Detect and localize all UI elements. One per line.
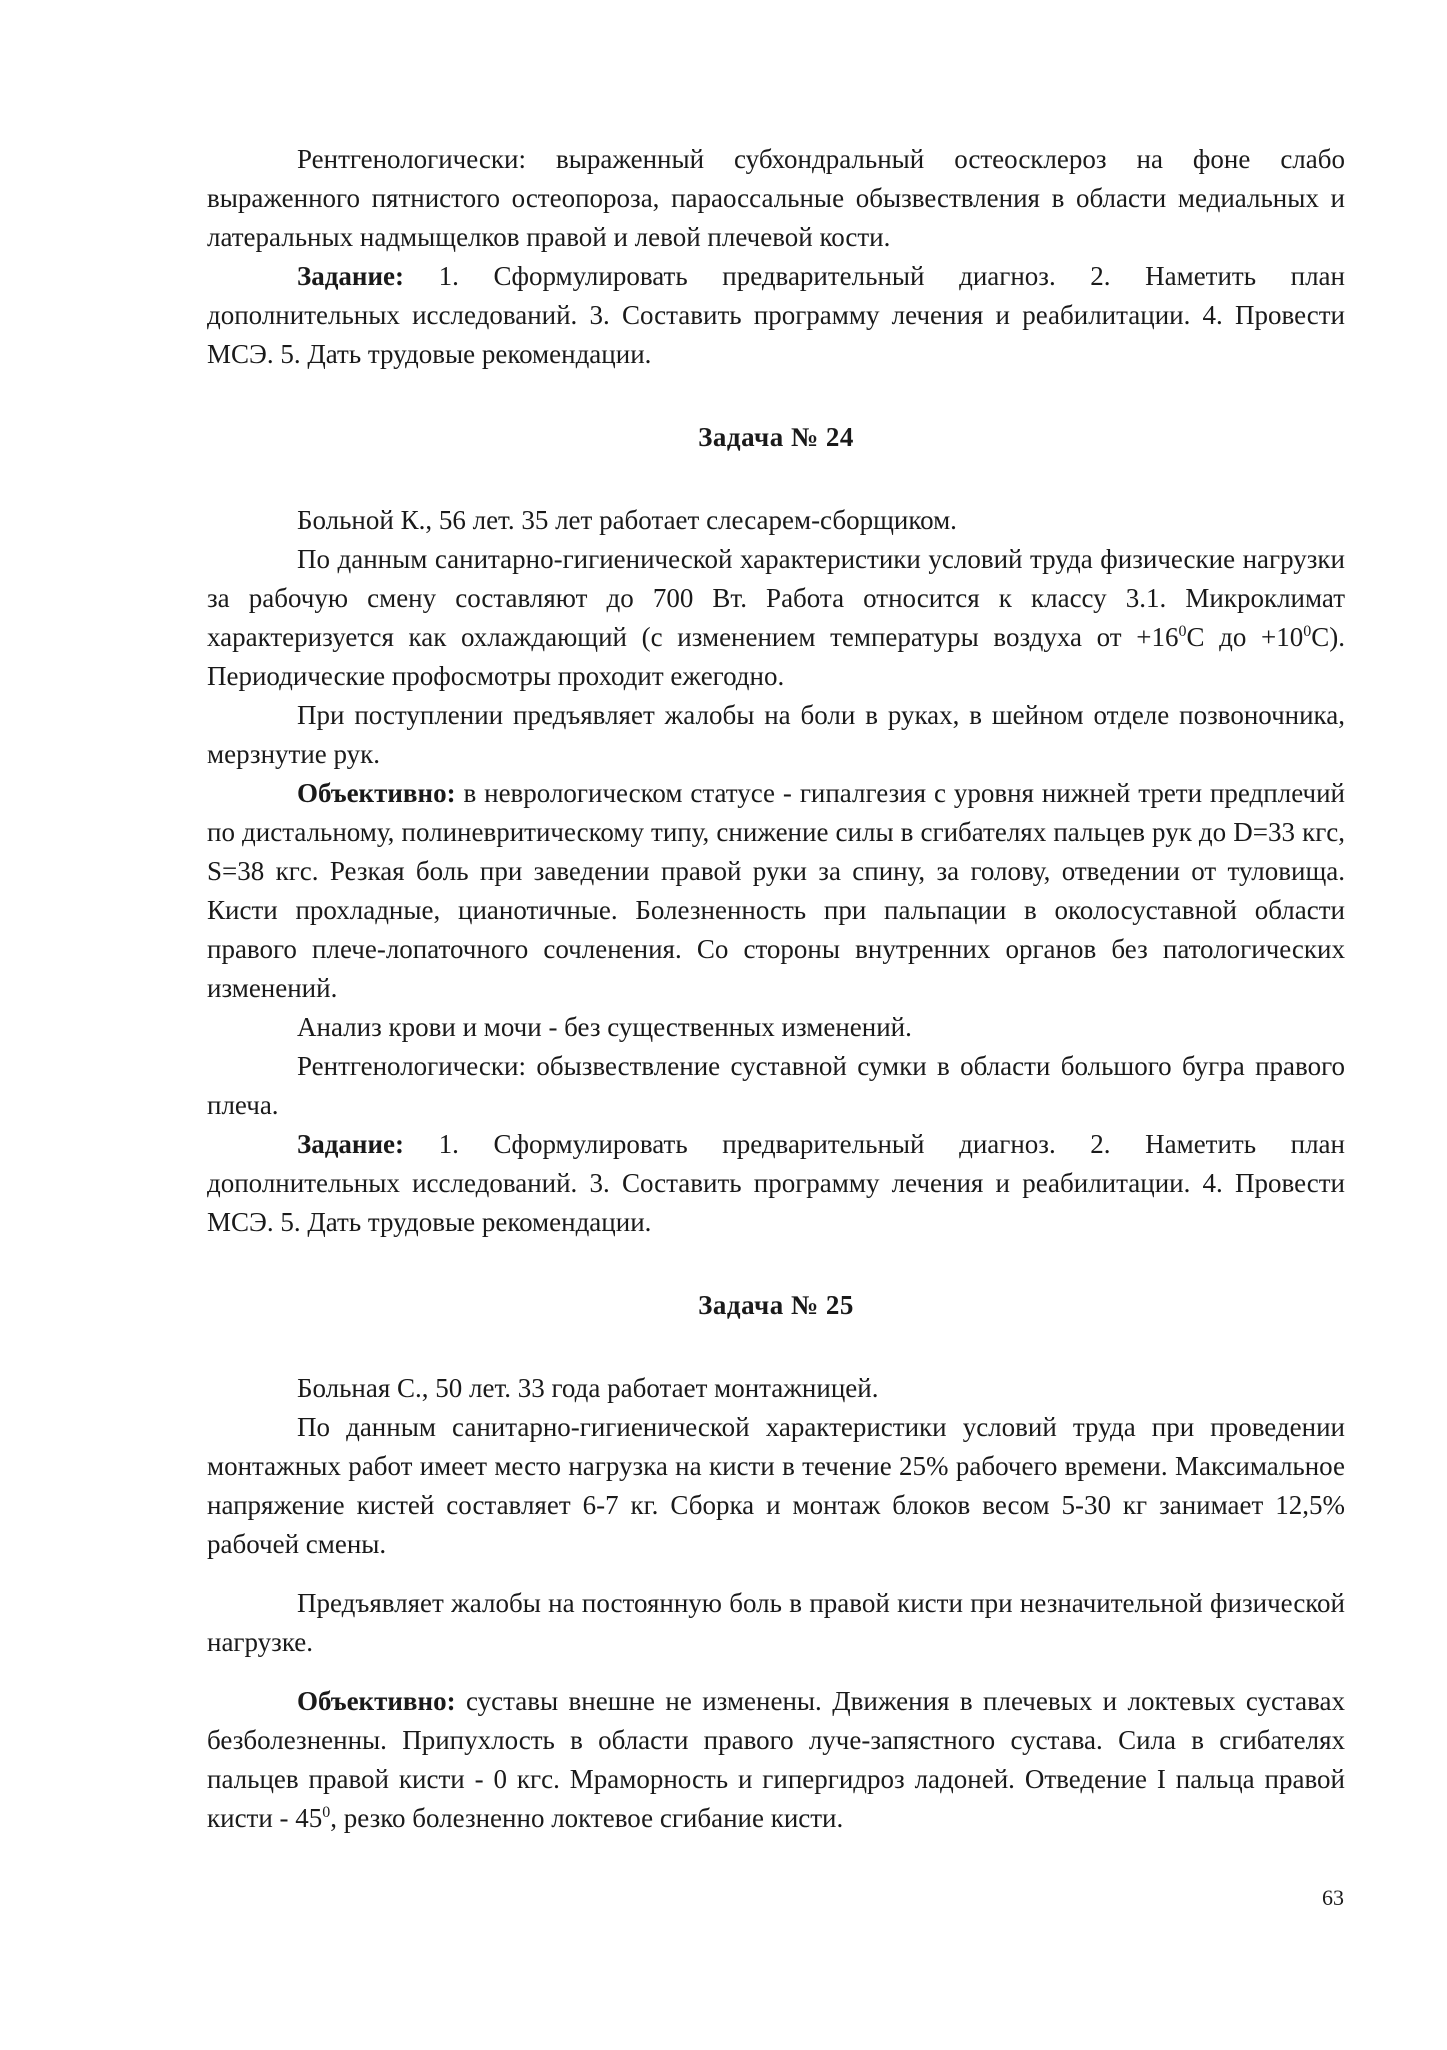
paragraph-task-prev [207,257,1345,374]
spacer [207,1564,1345,1584]
paragraph-text: суставы внешне не изменены. Движения в плечевых и локтевых суставах безболезненны. Припухлость в области правого луче-запястного сустава. Сила в сгибателях пальцев правой кисти - 0 кгс. Мраморность и гипергидроз ладоней. Отведение I пальца правой кисти - 45 [207,1686,1345,1833]
spacer [207,1242,1345,1286]
superscript: 0 [1178,623,1187,640]
paragraph-objective-24 [207,774,1345,1008]
task-text: 1. Сформулировать предварительный диагноз. 2. Наметить план дополнительных исследований. 3. Составить программу лечения и реабилитации. 4. Провести МСЭ. 5. Дать трудовые рекомендации. [207,261,1345,369]
superscript: 0 [1303,623,1312,640]
paragraph-conditions-25 [207,1408,1345,1564]
objective-label: Объективно: [297,1686,456,1716]
paragraph-intro-24 [207,501,1345,540]
paragraph-labs-24 [207,1008,1345,1047]
paragraph-text: С). Периодические профосмотры проходит ежегодно. [207,622,1345,691]
paragraph-text: При поступлении предъявляет жалобы на боли в руках, в шейном отделе позвоночника, мерзнутие рук. [207,700,1345,769]
paragraph-complaints-24 [207,696,1345,774]
objective-label: Объективно: [297,778,456,808]
paragraph-text: Больная С., 50 лет. 33 года работает монтажницей. [297,1373,879,1403]
spacer [207,374,1345,418]
paragraph-text: Предъявляет жалобы на постоянную боль в правой кисти при незначительной физической нагрузке. [207,1588,1345,1657]
paragraph-text: Больной К., 56 лет. 35 лет работает слесарем-сборщиком. [297,505,957,535]
paragraph-text: Рентгенологически: обызвествление суставной сумки в области большого бугра правого плеча. [207,1051,1345,1120]
task-label: Задание: [297,261,404,291]
paragraph-radiology-24 [207,1047,1345,1125]
page-number: 63 [1322,1885,1344,1910]
paragraph-task-24 [207,1125,1345,1242]
paragraph-text: По данным санитарно-гигиенической характеристики условий труда физические нагрузки за рабочую смену составляют до 700 Вт. Работа относится к классу 3.1. Микроклимат характеризуется как охлаждающий (с изменением температуры воздуха от +16 [207,544,1345,652]
task-label: Задание: [297,1129,404,1159]
paragraph-intro-25 [207,1369,1345,1408]
superscript: 0 [322,1804,331,1821]
paragraph-text: Рентгенологически: выраженный субхондральный остеосклероз на фоне слабо выраженного пятнистого остеопороза, параоссальные обызвествления в области медиальных и латеральных надмыщелков правой и левой плечевой кости. [207,144,1345,252]
paragraph-text: По данным санитарно-гигиенической характеристики условий труда при проведении монтажных работ имеет место нагрузка на кисти в течение 25% рабочего времени. Максимальное напряжение кистей составляет 6-7 кг. Сборка и монтаж блоков весом 5-30 кг занимает 12,5% рабочей смены. [207,1412,1345,1559]
document-page [207,140,1345,1838]
paragraph-objective-25 [207,1682,1345,1838]
heading-task-25: Задача № 25 [698,1290,854,1320]
paragraph-complaints-25 [207,1584,1345,1662]
spacer [207,1662,1345,1682]
paragraph-radiology-prev [207,140,1345,257]
spacer [207,1325,1345,1369]
paragraph-conditions-24 [207,540,1345,696]
paragraph-text: С до +10 [1186,622,1304,652]
heading-task-24: Задача № 24 [698,422,854,452]
paragraph-text: , резко болезненно локтевое сгибание кисти. [330,1803,844,1833]
spacer [207,457,1345,501]
paragraph-text: Анализ крови и мочи - без существенных изменений. [297,1012,912,1042]
task-text: 1. Сформулировать предварительный диагноз. 2. Наметить план дополнительных исследований. 3. Составить программу лечения и реабилитации. 4. Провести МСЭ. 5. Дать трудовые рекомендации. [207,1129,1345,1237]
paragraph-text: в неврологическом статусе - гипалгезия с уровня нижней трети предплечий по дистальному, полиневритическому типу, снижение силы в сгибателях пальцев рук до D=33 кгс, S=38 кгс. Резкая боль при заведении правой руки за спину, за голову, отведении от туловища. Кисти прохладные, цианотичные. Болезненность при пальпации в околосуставной области правого плече-лопаточного сочленения. Со стороны внутренних органов без патологических изменений. [207,778,1345,1003]
